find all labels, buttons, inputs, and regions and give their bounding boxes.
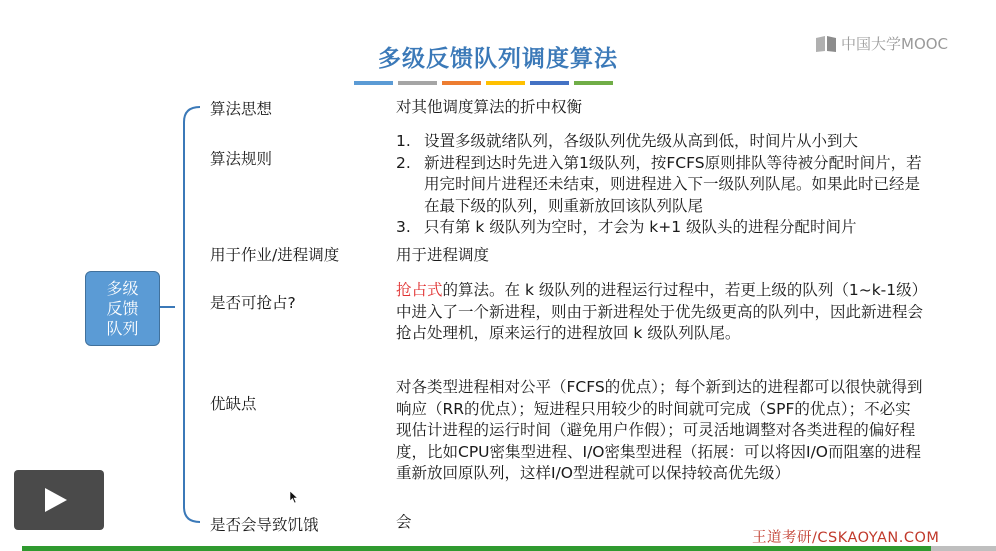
rule-number: 1. [396, 132, 411, 150]
play-button[interactable] [14, 470, 104, 530]
label-algorithm-idea: 算法思想 [210, 100, 273, 118]
label-starvation: 是否会导致饥饿 [210, 516, 319, 534]
content-preemptive [396, 280, 926, 345]
preemptive-text: 的算法。在 k 级队列的进程运行过程中，若更上级的队列（1~k-1级）中进入了一个新进程，则由于新进程处于优先级更高的队列中，因此新进程会抢占处理机，原来运行的进程放回 k 级队列队尾。 [396, 281, 924, 342]
mouse-cursor-icon [289, 490, 299, 504]
video-progress-remaining[interactable] [931, 546, 996, 551]
rule-number: 3. [396, 218, 411, 236]
preemptive-highlight: 抢占式 [396, 281, 443, 299]
content-algorithm-idea: 对其他调度算法的折中权衡 [396, 98, 583, 116]
root-node-label: 多级反馈队列 [106, 278, 139, 338]
label-scheduling-usage: 用于作业/进程调度 [210, 246, 340, 264]
rule-text: 只有第 k 级队列为空时，才会为 k+1 级队头的进程分配时间片 [424, 218, 857, 236]
label-pros-cons: 优缺点 [210, 395, 257, 413]
root-node-box [85, 271, 160, 346]
rule-text: 设置多级就绪队列，各级队列优先级从高到低，时间片从小到大 [424, 132, 859, 150]
label-preemptive: 是否可抢占? [210, 294, 296, 312]
content-pros-cons: 对各类型进程相对公平（FCFS的优点）；每个新到达的进程都可以很快就得到响应（RR的优点）；短进程只用较少的时间就可完成（SPF的优点）；不必实现估计进程的运行时间（避免用户作假）；可灵活地调整对各类进程的偏好程度，比如CPU密集型进程、I/O密集型进程（拓展：可以将因I/O而阻塞的进程重新放回原队列，这样I/O型进程就可以保持较高优先级） [396, 378, 923, 482]
rule-item-3 [396, 217, 936, 239]
content-scheduling-usage: 用于进程调度 [396, 246, 490, 264]
rule-item-2 [396, 153, 924, 218]
play-icon[interactable] [45, 488, 67, 512]
rule-text: 新进程到达时先进入第1级队列，按FCFS原则排队等待被分配时间片，若用完时间片进程还未结束，则进程进入下一级队列队尾。如果此时已经是在最下级的队列，则重新放回该队列队尾 [424, 153, 922, 215]
logo-text: 中国大学MOOC [841, 35, 949, 53]
rule-number: 2. [396, 153, 411, 172]
slide-title: 多级反馈队列调度算法 [378, 46, 618, 72]
label-algorithm-rules: 算法规则 [210, 150, 273, 168]
video-progress-played[interactable] [22, 546, 931, 551]
rules-list [396, 131, 936, 239]
rule-item-1 [396, 131, 936, 153]
watermark-text: 王道考研/CSKAOYAN.COM [752, 530, 940, 546]
content-starvation: 会 [396, 513, 412, 531]
